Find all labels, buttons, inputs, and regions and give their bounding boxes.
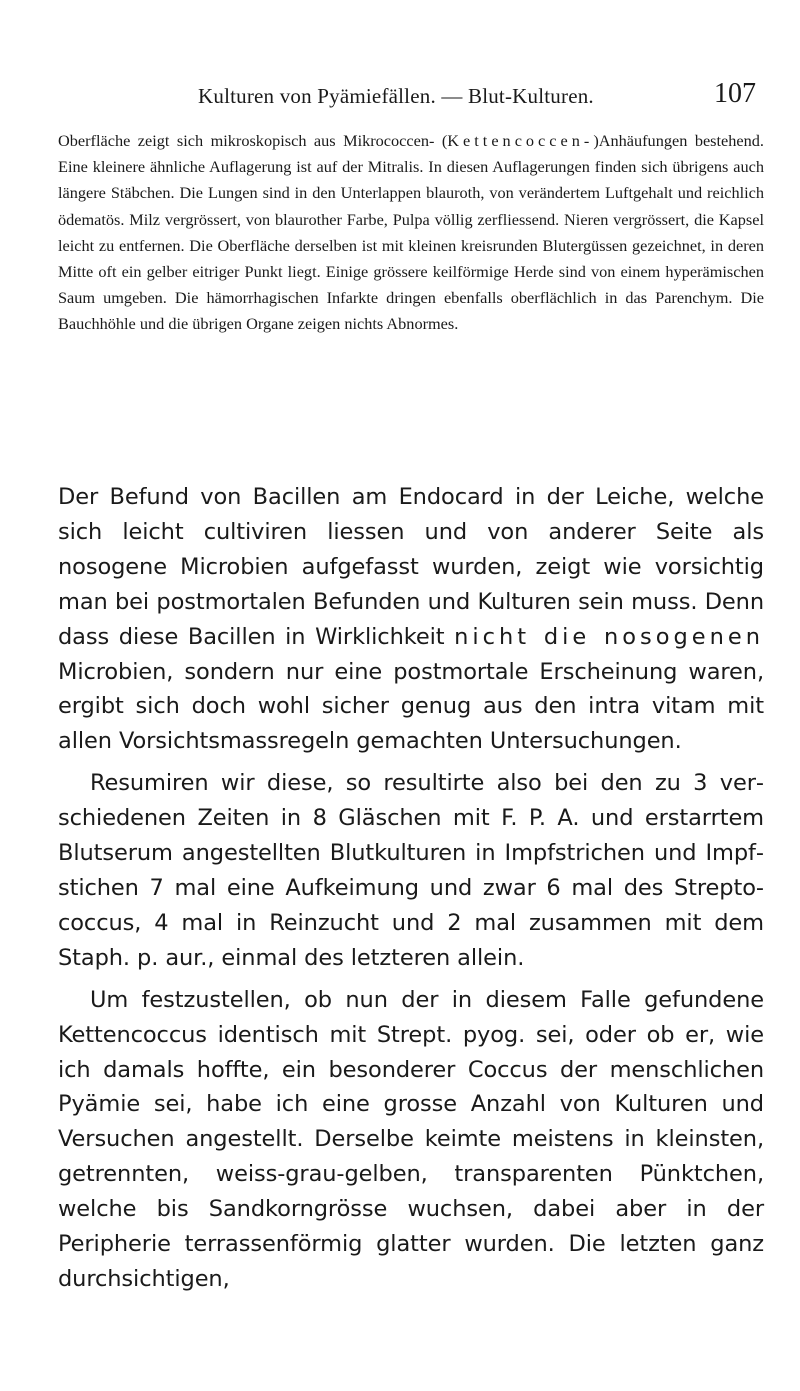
running-header <box>58 78 764 110</box>
running-title: Kulturen von Pyämiefällen. — Blut-Kulturen. <box>198 84 594 108</box>
paragraph-1-spaced-emphasis: nicht die nosogenen <box>454 623 764 650</box>
case-report-paragraph <box>58 128 764 338</box>
paragraph-1-start: Der Befund von Bacillen am Endocard in der Leiche, welche sich leicht cultiviren liessen und von anderer Seite als nosogene Microbien aufgefasst wurden, zeigt wie vorsichtig man bei postmortalen Befunden und Kulturen sein muss. Denn dass diese Bacillen in Wirklichkeit <box>58 484 764 650</box>
main-text <box>58 480 764 1297</box>
paragraph-bacillen-befund <box>58 480 764 759</box>
paragraph-1-end: Microbien, sondern nur eine postmortale Erscheinung waren, ergibt sich doch wohl sicher genug aus den intra vitam mit allen Vorsichtsmassregeln gemachten Untersuchungen. <box>58 658 764 755</box>
paragraph-festzustellen: Um festzustellen, ob nun der in diesem Falle gefundene Kettencoccus identisch mit Strept. pyog. sei, oder ob er, wie ich damals hoffte, ein besonderer Coccus der menschlichen Pyämie sei, habe ich eine grosse Anzahl von Kulturen und Versuchen angestellt. Derselbe keimte meistens in kleinsten, getrennten, weiss-grau-gelben, transparenten Pünktchen, welche bis Sandkorngrösse wuchsen, dabei aber in der Peripherie terrassenförmig glatter wurden. Die letzten ganz durchsichtigen, <box>58 986 764 1292</box>
page-number: 107 <box>714 78 756 109</box>
case-report-text-end: )Anhäufungen bestehend. Eine kleinere ähnliche Auflagerung ist auf der Mitralis. In diesen Auflagerungen finden sich übrigens auch längere Stäbchen. Die Lungen sind in den Unterlappen blauroth, von verändertem Luftgehalt und reichlich ödematös. Milz vergrössert, von blaurother Farbe, Pulpa völlig zerfliessend. Nieren vergrössert, die Kapsel leicht zu entfernen. Die Oberfläche derselben ist mit kleinen kreisrunden Blutergüssen gezeichnet, in deren Mitte oft ein gelber eitriger Punkt liegt. Einige grössere keilförmige Herde sind von einem hyperämischen Saum umgeben. Die hämorrhagischen Infarkte dringen ebenfalls oberflächlich in das Parenchym. Die Bauchhöhle und die übrigen Organe zeigen nichts Abnormes. <box>58 131 764 334</box>
paragraph-resumiren: Resumiren wir diese, so resultirte also bei den zu 3 verschiedenen Zeiten in 8 Gläschen mit F. P. A. und erstarrtem Blutserum angestellten Blutkulturen in Impfstrichen und Impfstichen 7 mal eine Aufkeimung und zwar 6 mal des Streptococcus, 4 mal in Reinzucht und 2 mal zusammen mit dem Staph. p. aur., einmal des letzteren allein. <box>58 770 764 971</box>
case-report-spaced-term: Kettencoccen- <box>447 131 594 150</box>
case-report-text-start: Oberfläche zeigt sich mikroskopisch aus Mikrococcen- ( <box>58 131 448 150</box>
